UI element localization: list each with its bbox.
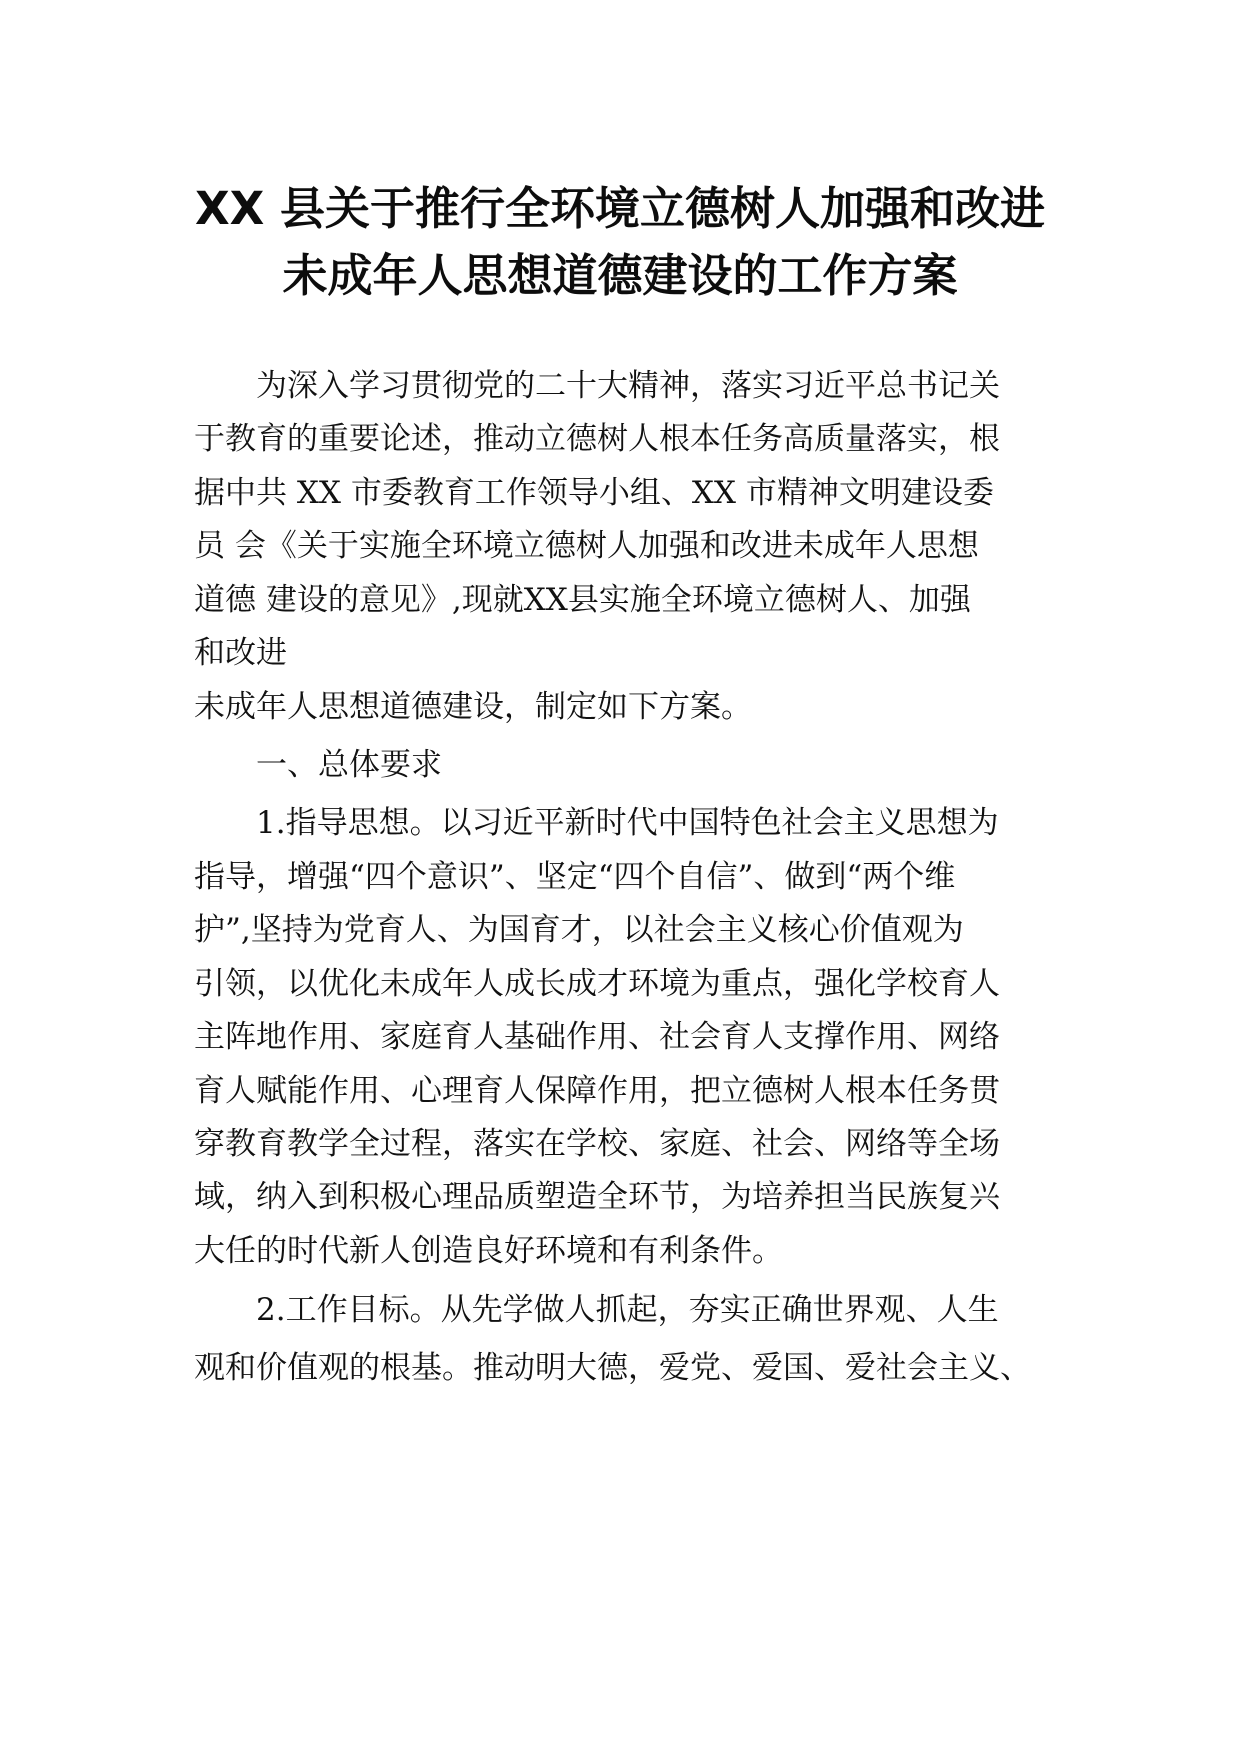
body-line: 1.指导思想。以习近平新时代中国特色社会主义思想为	[256, 805, 999, 841]
body-line: 指导，增强“四个意识”、坚定“四个自信”、做到“两个维	[194, 859, 956, 895]
body-line: 为深入学习贯彻党的二十大精神，落实习近平总书记关	[256, 368, 1000, 404]
body-line: 据中共 XX 市委教育工作领导小组、XX 市精神文明建设委	[194, 475, 994, 511]
body-line: 穿教育教学全过程，落实在学校、家庭、社会、网络等全场	[194, 1126, 1000, 1162]
body-line: 道德 建设的意见》,现就XX县实施全环境立德树人、加强	[194, 582, 971, 618]
body-line: 2.工作目标。从先学做人抓起，夯实正确世界观、人生	[256, 1292, 999, 1328]
body-line: 员 会《关于实施全环境立德树人加强和改进未成年人思想	[194, 528, 979, 564]
body-line: 主阵地作用、家庭育人基础作用、社会育人支撑作用、网络	[194, 1019, 1000, 1055]
section-heading: 一、总体要求	[256, 747, 442, 783]
body-line: 护”,坚持为党育人、为国育才，以社会主义核心价值观为	[194, 912, 964, 948]
body-line: 域，纳入到积极心理品质塑造全环节，为培养担当民族复兴	[194, 1179, 1000, 1215]
body-line: 观和价值观的根基。推动明大德，爱党、爱国、爱社会主义、	[194, 1350, 1031, 1386]
body-line: 于教育的重要论述，推动立德树人根本任务高质量落实，根	[194, 421, 1000, 457]
body-line: 大任的时代新人创造良好环境和有利条件。	[194, 1233, 783, 1269]
body-line: 引领，以优化未成年人成长成才环境为重点，强化学校育人	[194, 966, 1000, 1002]
document-title-line-2: 未成年人思想道德建设的工作方案	[282, 249, 958, 302]
document-title-line-1: XX 县关于推行全环境立德树人加强和改进	[194, 182, 1046, 235]
body-line: 未成年人思想道德建设，制定如下方案。	[194, 689, 752, 725]
body-line: 和改进	[194, 635, 287, 671]
body-line: 育人赋能作用、心理育人保障作用，把立德树人根本任务贯	[194, 1073, 1000, 1109]
